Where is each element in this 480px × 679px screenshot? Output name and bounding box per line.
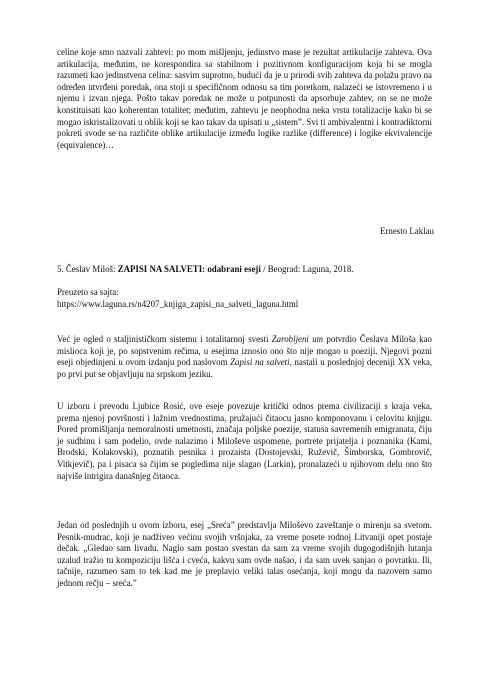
p1-part1: Već je ogled o staljinističkom sistemu i totalitarnoj svesti [57, 334, 272, 344]
source-label: Preuzeto sa sajta: [57, 287, 119, 297]
source-url: https://www.laguna.rs/n4207_knjiga_zapisi_na_salveti_laguna.html [57, 299, 299, 309]
review-paragraph-2: U izboru i prevodu Ljubice Rosić, ove eseje povezuje kritički odnos prema civilizaciji s kraja veka, prema njenoj površnosti i lažnim vrednostima, pružajući čitaocu jasno komponovanu i celovitu knjigu. Pored promišljanja nemoralnosti umetnosti, značaja poljske poezije, statusa savremenih emigranata, čiju je sudbinu i sam podelio, ovde nalazimo i Miloševe uspomene, portrete prijatelja i poznanika (Kami, Brodski, Kolakovski), poznatih pesnika i prozaista (Dostojevski, Ruževič, Šimborska, Gombrovič, Vitkjevič), pa i pisaca sa čijim se pogledima nije slagao (Larkin), pronalazeći u njihovom delu ono što najviše intrigira današnjeg čitaoca. [57, 401, 432, 481]
entry-publication: / Beograd: Laguna, 2018. [260, 264, 354, 274]
entry-heading [57, 264, 432, 276]
review-paragraph-3: Jedan od poslednjih u ovom izboru, esej „Sreća” predstavlja Miloševo zaveštanje o mirenju sa svetom. Pesnik-mudrac, koji je nadživeo većinu svojih vršnjaka, za vreme posete rodnoj Litvaniji opet postaje dečak. „Gledao sam livadu. Naglo sam postao svestan da sam za vreme svojih dugogodišnjih lutanja uzalud tražio tu kompoziciju lišća i cveća, kakvu sam ovde našao, i da sam uvek sanjao o povratku. Ili, tačnije, razumeo sam to tek kad me je preplavio veliki talas osećanja, koji mogu da nazovem samo jednom rečju – sreća.” [57, 520, 432, 588]
p1-book2: Zapisi na salveti [230, 357, 290, 368]
p1-part3: , nastali u poslednjoj deceniji XX veka, po prvi put se objavljuju na srpskom jeziku. [57, 357, 432, 379]
p1-part2: potvrdio Česlava Miloša kao mislioca koji je, po sopstvenim rečima, u esejima iznosio ono što nije mogao u poeziji. Njegovi pozni eseji objedinjeni u ovom izdanju pod naslovom [57, 334, 432, 368]
entry-number: 5. Česlav Miloš: [57, 264, 118, 274]
review-paragraph-1 [57, 334, 432, 380]
signature: Ernesto Laklau [380, 226, 434, 236]
p1-book1: Zarobljeni um [271, 334, 324, 344]
entry-title: ZAPISI NA SALVETI: odabrani eseji [117, 264, 261, 274]
intro-paragraph: celine koje smo nazvali zahtevi: po mom mišljenju, jedinstvo mase je rezultat artikulacije zahteva. Ova artikulacija, međutim, ne korespondira sa stabilnom i pozitivnom konfiguracijom koja bi se mogla razumeti kao jedinstvena celina: sasvim suprotno, budući da je u prirodi svih zahteva da polažu pravo na određen utvrđeni poredak, ona stoji u specifičnom odnosu sa tim poretkom, nalazeći se istovremeno i u njemu i izvan njega. Pošto takav poredak ne može u potpunosti da apsorbuje zahtev, on se ne može konstituisati kao koherentan totalitet; međutim, zahtevu je neophodna neka vrsta totalizacije kako bi se mogao iskristalizovati u oblik koji se kao takav da upisati u „sistem”. Svi ti ambivalentni i kontradiktorni pokreti svode se na različite oblike artikulacije između logike razlike (difference) i logike ekvivalencije (equivalence)… [57, 47, 432, 150]
